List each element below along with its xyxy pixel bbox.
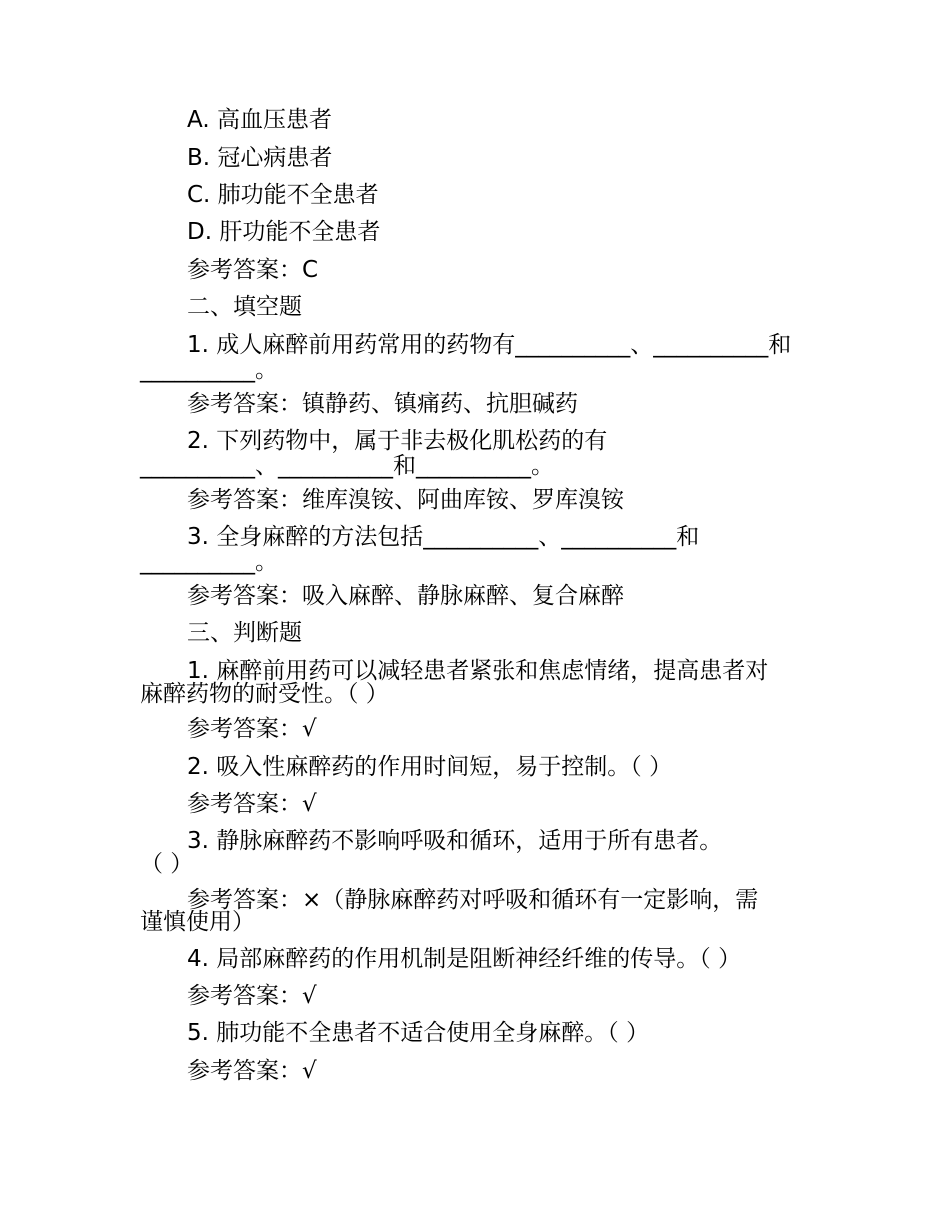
answer-line: 参考答案：镇静药、镇痛药、抗胆碱药: [187, 391, 578, 417]
question-continued: __________、__________和__________。: [140, 453, 554, 479]
option-d: D. 肝功能不全患者: [187, 219, 381, 245]
option-a: A. 高血压患者: [187, 107, 332, 133]
answer-line: 参考答案：√: [187, 1058, 317, 1084]
question-line: 2. 下列药物中，属于非去极化肌松药的有: [187, 428, 608, 454]
answer-line: 参考答案：维库溴铵、阿曲库铵、罗库溴铵: [187, 487, 624, 513]
question-line: 3. 全身麻醉的方法包括__________、__________和: [187, 524, 700, 550]
question-line: 5. 肺功能不全患者不适合使用全身麻醉。（ ）: [187, 1020, 650, 1046]
question-continued: __________。: [140, 357, 278, 383]
answer-line: 参考答案：√: [187, 716, 317, 742]
question-line: 3. 静脉麻醉药不影响呼吸和循环，适用于所有患者。: [187, 828, 723, 854]
question-line: 1. 麻醉前用药可以减轻患者紧张和焦虑情绪，提高患者对: [187, 658, 769, 684]
answer-line: 参考答案：C: [187, 257, 319, 283]
answer-continued: 谨慎使用）: [140, 909, 255, 935]
answer-line: 参考答案：√: [187, 791, 317, 817]
question-continued: __________。: [140, 549, 278, 575]
option-b: B. 冠心病患者: [187, 145, 333, 171]
question-line: 1. 成人麻醉前用药常用的药物有__________、__________和: [187, 332, 792, 358]
question-continued: 麻醉药物的耐受性。（ ）: [140, 681, 389, 707]
answer-line: 参考答案：×（静脉麻醉药对呼吸和循环有一定影响，需: [187, 887, 759, 913]
option-c: C. 肺功能不全患者: [187, 182, 379, 208]
answer-line: 参考答案：吸入麻醉、静脉麻醉、复合麻醉: [187, 583, 624, 609]
question-line: 2. 吸入性麻醉药的作用时间短，易于控制。（ ）: [187, 754, 673, 780]
section-heading: 三、判断题: [187, 620, 302, 646]
section-heading: 二、填空题: [187, 294, 302, 320]
question-line: 4. 局部麻醉药的作用机制是阻断神经纤维的传导。（ ）: [187, 946, 742, 972]
question-continued: （ ）: [140, 851, 194, 877]
answer-line: 参考答案：√: [187, 983, 317, 1009]
